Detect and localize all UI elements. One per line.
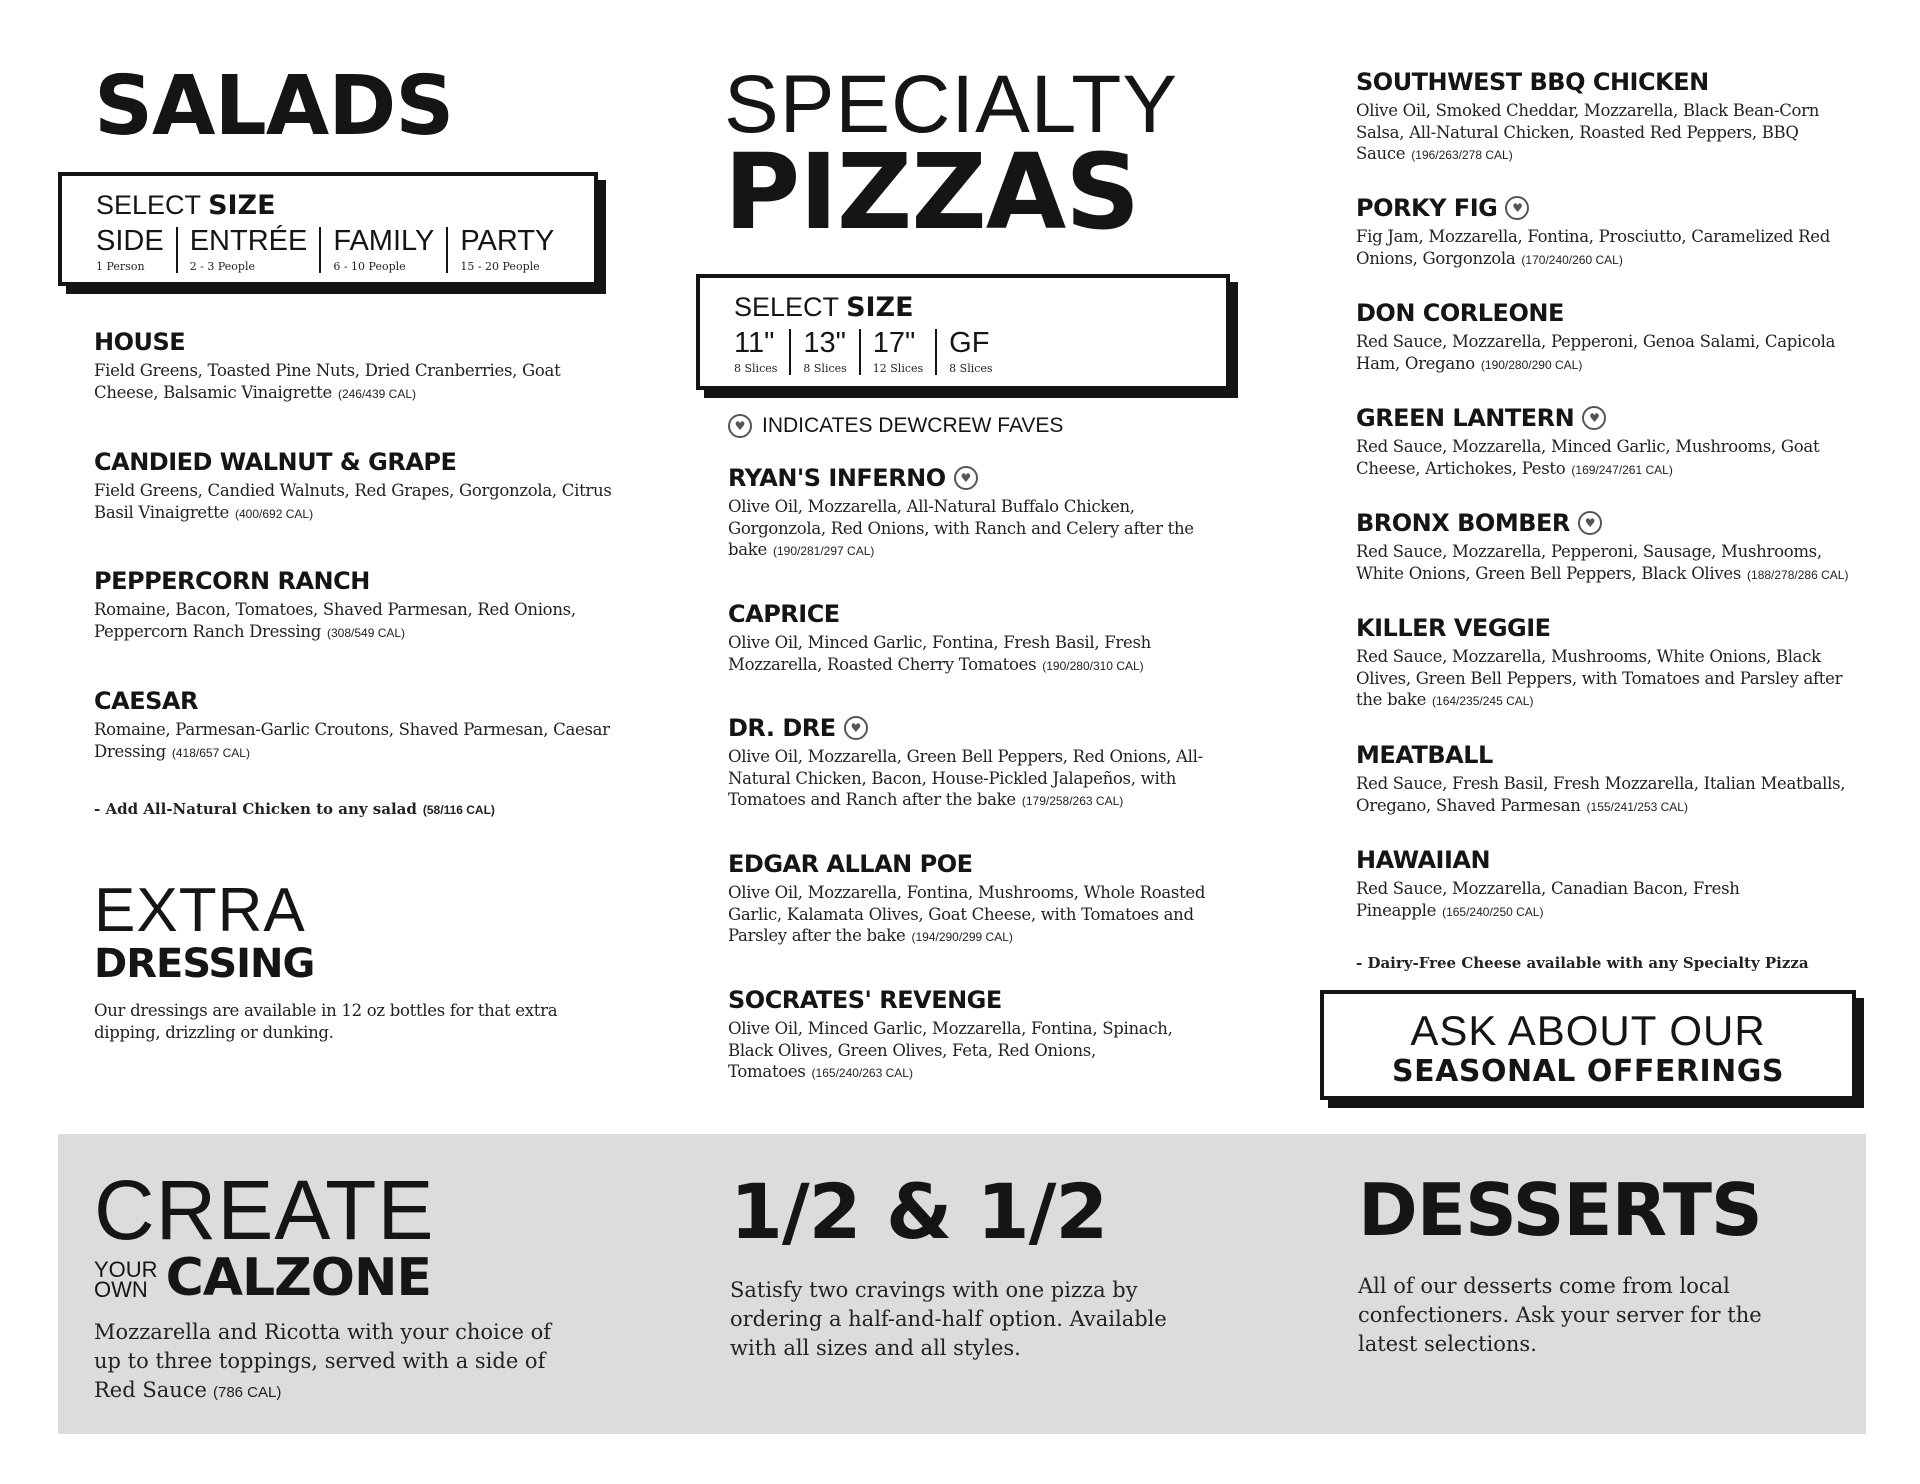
pizza-item: SOUTHWEST BBQ CHICKEN Olive Oil, Smoked Cheddar, Mozzarella, Black Bean-Corn Salsa, All-Natural Chicken, Roasted Red Peppers, BBQ Sauce (196/263/278 CAL): [1356, 68, 1820, 163]
pizza-item: MEATBALL Red Sauce, Fresh Basil, Fresh Mozzarella, Italian Meatballs, Oregano, Shaved Parmesan (155/241/253 CAL): [1356, 741, 1846, 815]
salad-size-side: SIDE 1 Person: [96, 227, 178, 273]
faves-legend: ♥ INDICATES DEWCREW FAVES: [728, 414, 1063, 438]
salads-size-box: [58, 172, 598, 286]
pizza-size-11: 11" 8 Slices: [734, 329, 791, 375]
extra-dressing-title-thin: EXTRA: [94, 876, 306, 945]
heart-circle-icon: ♥: [728, 414, 752, 438]
pizza-item: PORKY FIG ♥ Fig Jam, Mozzarella, Fontina, Prosciutto, Caramelized Red Onions, Gorgonzola (170/240/260 CAL): [1356, 194, 1830, 268]
seasonal-offerings-box: [1320, 990, 1856, 1100]
calzone-desc: Mozzarella and Ricotta with your choice of up to three toppings, served with a side of Red Sauce (786 CAL): [94, 1320, 552, 1402]
desserts-section: [1358, 1168, 1838, 1359]
extra-dressing-section: [94, 876, 614, 1043]
salad-item: CANDIED WALNUT & GRAPE Field Greens, Candied Walnuts, Red Grapes, Gorgonzola, Citrus Basil Vinaigrette (400/692 CAL): [94, 448, 612, 522]
calzone-title-row: [94, 1248, 614, 1308]
heart-circle-icon: ♥: [954, 466, 978, 490]
desserts-desc: All of our desserts come from local confectioners. Ask your server for the latest selections.: [1358, 1274, 1762, 1356]
salad-size-party: PARTY 15 - 20 People: [460, 225, 555, 273]
extra-dressing-desc: Our dressings are available in 12 oz bottles for that extra dipping, drizzling or dunking.: [94, 1001, 558, 1042]
pizza-item: BRONX BOMBER ♥ Red Sauce, Mozzarella, Pepperoni, Sausage, Mushrooms, White Onions, Green Bell Peppers, Black Olives (188/278/286 CAL): [1356, 509, 1849, 583]
pizza-size-box: [696, 274, 1230, 390]
heart-circle-icon: ♥: [1578, 511, 1602, 535]
pizza-item: RYAN'S INFERNO ♥ Olive Oil, Mozzarella, All-Natural Buffalo Chicken, Gorgonzola, Red Onions, with Ranch and Celery after the bake (190/281/297 CAL): [728, 464, 1194, 559]
dairy-free-note: - Dairy-Free Cheese available with any Specialty Pizza: [1356, 954, 1809, 972]
pizza-size-17: 17" 12 Slices: [873, 329, 937, 375]
heart-circle-icon: ♥: [844, 716, 868, 740]
pizza-item: GREEN LANTERN ♥ Red Sauce, Mozzarella, Minced Garlic, Mushrooms, Goat Cheese, Artichokes, Pesto (169/247/261 CAL): [1356, 404, 1820, 478]
pizza-size-13: 13" 8 Slices: [803, 329, 860, 375]
salad-item: HOUSE Field Greens, Toasted Pine Nuts, Dried Cranberries, Goat Cheese, Balsamic Vinaigrette (246/439 CAL): [94, 328, 561, 402]
pizza-size-row: [734, 329, 1226, 375]
salad-item: PEPPERCORN RANCH Romaine, Bacon, Tomatoes, Shaved Parmesan, Red Onions, Peppercorn Ranch Dressing (308/549 CAL): [94, 567, 576, 641]
pizza-item: CAPRICE Olive Oil, Minced Garlic, Fontina, Fresh Basil, Fresh Mozzarella, Roasted Cherry Tomatoes (190/280/310 CAL): [728, 600, 1151, 674]
bottom-band: [58, 1134, 1866, 1434]
calzone-title-bold: CALZONE: [165, 1248, 432, 1308]
salads-size-label: SELECT SIZE: [96, 190, 276, 221]
calzone-your-own: YOUR OWN: [94, 1257, 158, 1302]
pizza-size-gf: GF 8 Slices: [949, 327, 993, 375]
calzone-title-thin: CREATE: [94, 1163, 435, 1257]
pizza-item: EDGAR ALLAN POE Olive Oil, Mozzarella, Fontina, Mushrooms, Whole Roasted Garlic, Kalamata Olives, Goat Cheese, with Tomatoes and Parsley after the bake (194/290/299 CAL): [728, 850, 1206, 945]
pizza-item: KILLER VEGGIE Red Sauce, Mozzarella, Mushrooms, White Onions, Black Olives, Green Bell Peppers, with Tomatoes and Parsley after the bake (164/235/245 CAL): [1356, 614, 1843, 709]
pizza-item: SOCRATES' REVENGE Olive Oil, Minced Garlic, Mozzarella, Fontina, Spinach, Black Olives, Green Olives, Feta, Red Onions, Tomatoes (165/240/263 CAL): [728, 986, 1173, 1081]
pizza-size-label: SELECT SIZE: [734, 292, 914, 323]
pizza-item: HAWAIIAN Red Sauce, Mozzarella, Canadian Bacon, Fresh Pineapple (165/240/250 CAL): [1356, 846, 1740, 920]
heart-circle-icon: ♥: [1505, 196, 1529, 220]
specialty-title-bold: PIZZAS: [724, 131, 1140, 253]
salad-chicken-note: - Add All-Natural Chicken to any salad (58/116 CAL): [94, 800, 495, 818]
extra-dressing-title-bold: DRESSING: [94, 941, 315, 987]
salad-size-entree: ENTRÉE 2 - 3 People: [190, 227, 322, 273]
salads-title: SALADS: [94, 59, 454, 154]
half-half-title: 1/2 & 1/2: [730, 1167, 1108, 1256]
specialty-title-thin: SPECIALTY: [724, 59, 1179, 150]
salads-size-row: [96, 227, 594, 273]
half-half-section: [730, 1167, 1210, 1363]
desserts-title: DESSERTS: [1358, 1168, 1762, 1252]
seasonal-line-2: SEASONAL OFFERINGS: [1392, 1054, 1784, 1089]
seasonal-line-1: ASK ABOUT OUR: [1410, 1007, 1766, 1054]
calzone-section: [94, 1163, 614, 1407]
heart-circle-icon: ♥: [1582, 406, 1606, 430]
salad-item: CAESAR Romaine, Parmesan-Garlic Croutons, Shaved Parmesan, Caesar Dressing (418/657 CAL): [94, 687, 610, 761]
salad-size-family: FAMILY 6 - 10 People: [333, 227, 448, 273]
pizza-item: DON CORLEONE Red Sauce, Mozzarella, Pepperoni, Genoa Salami, Capicola Ham, Oregano (190/280/290 CAL): [1356, 299, 1836, 373]
half-half-desc: Satisfy two cravings with one pizza by ordering a half-and-half option. Available with all sizes and all styles.: [730, 1278, 1167, 1360]
pizza-item: DR. DRE ♥ Olive Oil, Mozzarella, Green Bell Peppers, Red Onions, All-Natural Chicken, Bacon, House-Pickled Jalapeños, with Tomatoes and Ranch after the bake (179/258/263 CAL): [728, 714, 1203, 809]
